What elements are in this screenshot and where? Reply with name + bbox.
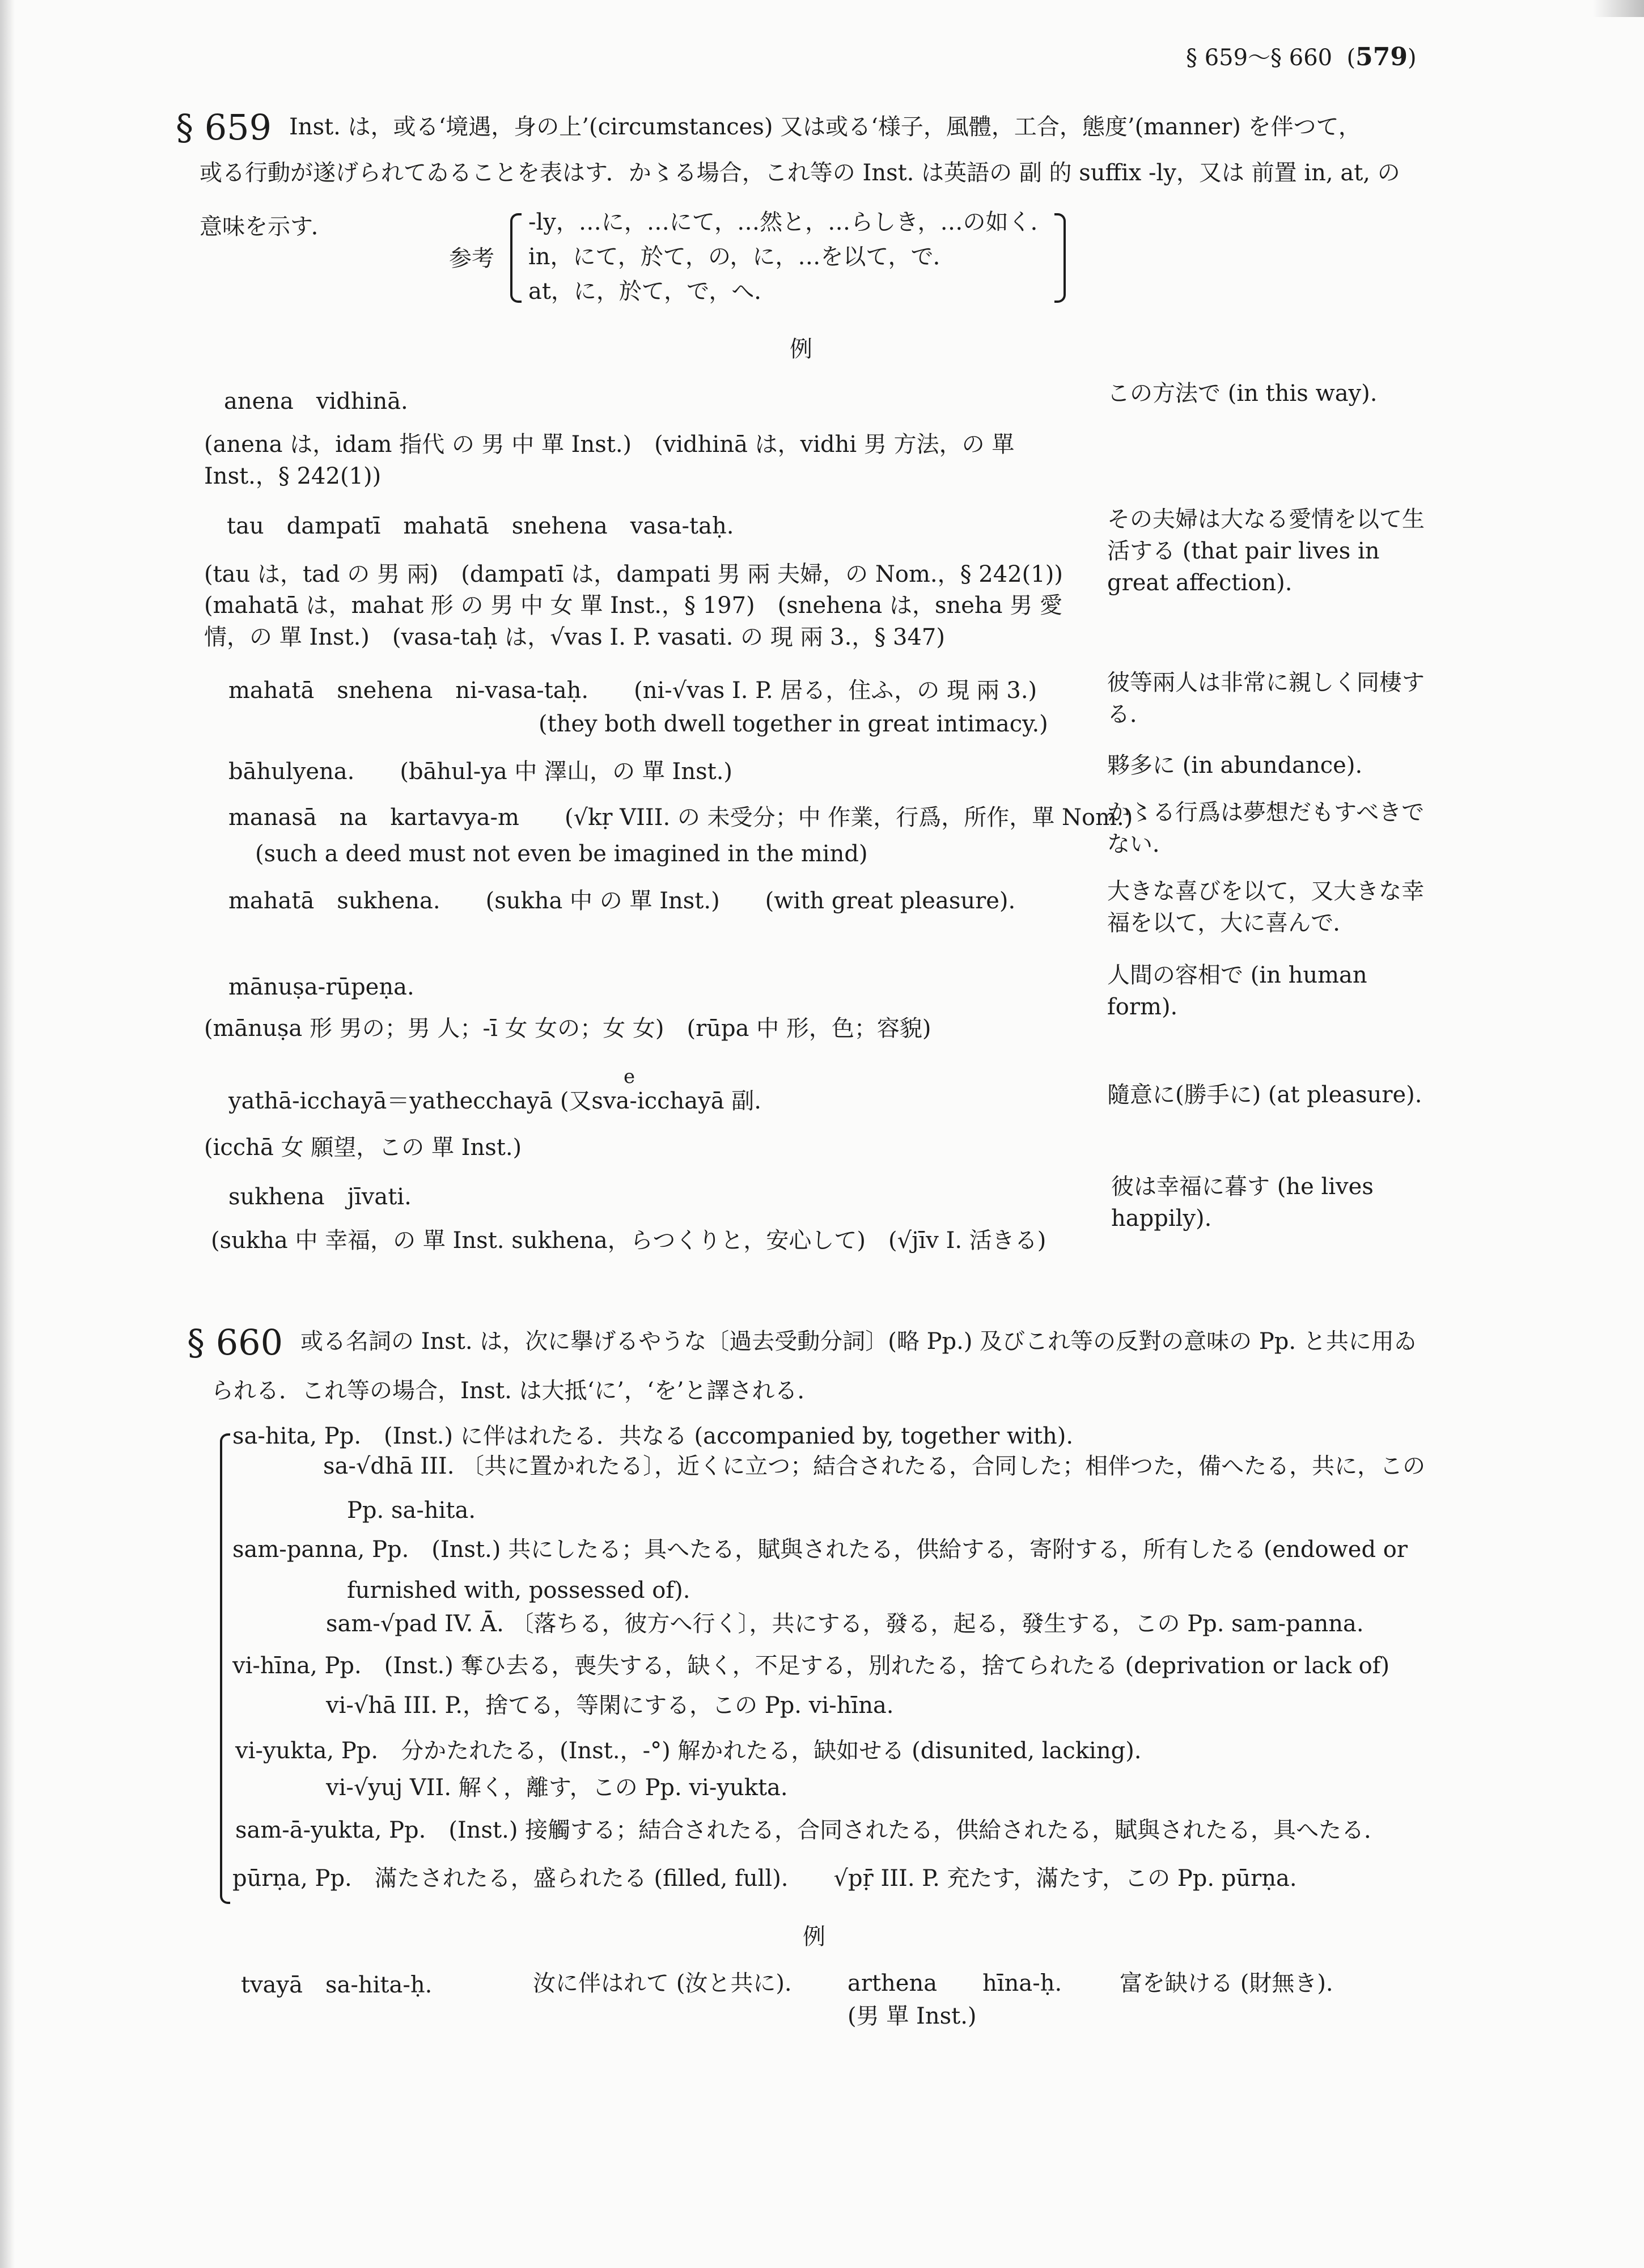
section-range: § 659〜§ 660 (1186, 45, 1333, 71)
section-660-line2: られる．これ等の場合，Inst. は大抵‘に’，‘を’と譯される． (211, 1378, 820, 1404)
list-item-detail: sam-√pad IV. Ā. 〔落ちる，彼方へ行く〕，共にする，發る，起る，發生する，この Pp. sam-panna. (326, 1611, 1364, 1637)
scan-shadow-top (1593, 0, 1644, 17)
example-translation: 彼は幸福に暮す (he lives happily). (1111, 1174, 1374, 1232)
example-translation: 彼等兩人は非常に親しく同棲する． (1107, 670, 1425, 727)
page-number: 579 (1355, 43, 1408, 71)
list-item-head: pūrṇa, Pp. 滿たされたる，盛られたる (filled, full). √pṝ III. P. 充たす，滿たす，この Pp. pūrṇa. (232, 1865, 1297, 1892)
example-superscript: e (624, 1065, 635, 1088)
list-item-head-cont: furnished with, possessed of). (347, 1577, 690, 1603)
reference-line: at，に，於て，で，へ． (528, 278, 777, 304)
example-sanskrit: bāhulyena. (bāhul-ya 中 澤山，の 單 Inst.) (228, 759, 733, 785)
page-header: § 659〜§ 660 (579) (1186, 43, 1417, 71)
section-660-mark: § 660 (187, 1322, 283, 1363)
reference-brace-left (510, 213, 522, 303)
example-sanskrit: sukhena jīvati. (228, 1184, 412, 1210)
example-translation: か〻る行爲は夢想だもすべきでない． (1107, 799, 1425, 857)
list-item-detail: Pp. sa-hita. (347, 1497, 476, 1524)
section-659-line1: Inst. は，或る‘境遇，身の上’(circumstances) 又は或る‘様子，風體，工合，態度’(manner) を伴つて， (289, 114, 1361, 140)
example-sanskrit: arthena hīna-ḥ. (848, 1970, 1062, 1996)
example-note: (icchā 女 願望，この 單 Inst.) (204, 1135, 522, 1161)
list-item-detail: vi-√hā III. P.，捨てる，等閑にする，この Pp. vi-hīna. (326, 1692, 894, 1719)
example-translation: 汝に伴はれて (汝と共に). (533, 1970, 792, 1996)
list-item-detail: vi-√yuj VII. 解く，離す，この Pp. vi-yukta. (326, 1775, 788, 1801)
example-sanskrit: yathā-icchayā＝yathecchayā (又sva-icchayā 副. (228, 1088, 761, 1114)
section-659-line3: 意味を示す． (200, 214, 334, 240)
list-item-head: sam-panna, Pp. (Inst.) 共にしたる；具へたる，賦與されたる，供給する，寄附する，所有したる (endowed or (232, 1537, 1408, 1563)
section-659-line2: 或る行動が遂げられてゐることを表はす．か〻る場合，これ等の Inst. は英語の 副 的 suffix -ly，又は 前置 in, at, の (200, 160, 1400, 186)
list-item-head: vi-hīna, Pp. (Inst.) 奪ひ去る，喪失する，缺く，不足する，別れたる，捨てられたる (deprivation or lack of) (232, 1653, 1390, 1679)
list-item-head: vi-yukta, Pp. 分かたれたる，(Inst.，-°) 解かれたる，缺如せる (disunited, lacking). (235, 1738, 1142, 1764)
example-translation: 隨意に(勝手に) (at pleasure). (1107, 1082, 1422, 1108)
list-item-detail: sa-√dhā III. 〔共に置かれたる〕，近くに立つ；結合されたる，合同した；相伴つた，備へたる，共に，この (323, 1453, 1426, 1479)
examples-heading: 例 (803, 1924, 825, 1950)
example-note: (tau は，tad の 男 兩) (dampatī は，dampati 男 兩 夫婦，の Nom.，§ 242(1)) (204, 561, 1063, 587)
example-note: (mānuṣa 形 男の；男 人；-ī 女 女の；女 女) (rūpa 中 形，色；容貌) (204, 1015, 931, 1042)
example-sanskrit: anena vidhinā. (224, 388, 408, 414)
reference-label: 参考 (449, 246, 494, 272)
example-sanskrit: tau dampatī mahatā snehena vasa-taḥ. (227, 513, 734, 539)
example-translation: 富を缺ける (財無き). (1120, 1970, 1333, 1996)
example-sanskrit: tvayā sa-hita-ḥ. (241, 1972, 433, 1998)
reference-line: in，にて，於て，の，に，…を以て，で． (528, 244, 956, 270)
example-note: (sukha 中 幸福，の 單 Inst. sukhena，らつくりと，安心して) (√jīv I. 活きる) (211, 1228, 1046, 1254)
example-translation: 夥多に (in abundance). (1107, 752, 1363, 778)
example-sanskrit: mahatā sukhena. (sukha 中 の 單 Inst.) (with great pleasure). (228, 888, 1016, 914)
list-item-head: sam-ā-yukta, Pp. (Inst.) 接觸する；結合されたる，合同されたる，供給されたる，賦與されたる，具へたる． (235, 1817, 1387, 1843)
list-item-head: sa-hita, Pp. (Inst.) に伴はれたる．共なる (accompanied by, together with). (232, 1423, 1074, 1449)
list-brace (220, 1433, 230, 1904)
examples-heading: 例 (790, 336, 812, 362)
example-sanskrit: manasā na kartavya-m (√kṛ VIII. の 未受分；中 作業，行爲，所作，單 Nom.) (228, 805, 1133, 831)
example-translation: 大きな喜びを以て，又大きな幸福を以て，大に喜んで． (1107, 878, 1425, 936)
example-sanskrit: mahatā snehena ni-vasa-taḥ. (ni-√vas I. P. 居る，住ふ，の 現 兩 3.) (228, 678, 1037, 704)
example-gloss: (such a deed must not even be imagined in the mind) (255, 841, 868, 867)
section-660-line1: 或る名詞の Inst. は，次に擧げるやうな〔過去受動分詞〕(略 Pp.) 及びこれ等の反對の意味の Pp. と共に用ゐ (300, 1328, 1417, 1355)
reference-brace-right (1054, 213, 1066, 303)
scan-shadow-left (0, 0, 15, 2268)
example-note: (男 單 Inst.) (848, 2003, 977, 2029)
example-note: (mahatā は，mahat 形 の 男 中 女 單 Inst.，§ 197) (snehena は，sneha 男 愛情，の 單 Inst.) (vasa-taḥ は，√vas I. P. vasati. の 現 兩 3.，§ 347) (204, 593, 1062, 650)
reference-line: -ly，…に，…にて，…然と，…らしき，…の如く． (528, 209, 1053, 235)
example-translation: 人間の容相で (in human form). (1107, 962, 1367, 1020)
example-gloss: (they both dwell together in great intimacy.) (539, 711, 1048, 737)
example-translation: その夫婦は大なる愛情を以て生活する (that pair lives in great affection). (1107, 506, 1425, 596)
example-sanskrit: mānuṣa-rūpeṇa. (228, 974, 414, 1000)
example-translation: この方法で (in this way). (1107, 380, 1378, 407)
example-note: (anena は，idam 指代 の 男 中 單 Inst.) (vidhinā は，vidhi 男 方法，の 單 Inst.，§ 242(1)) (204, 431, 1015, 489)
section-659-mark: § 659 (176, 107, 272, 148)
